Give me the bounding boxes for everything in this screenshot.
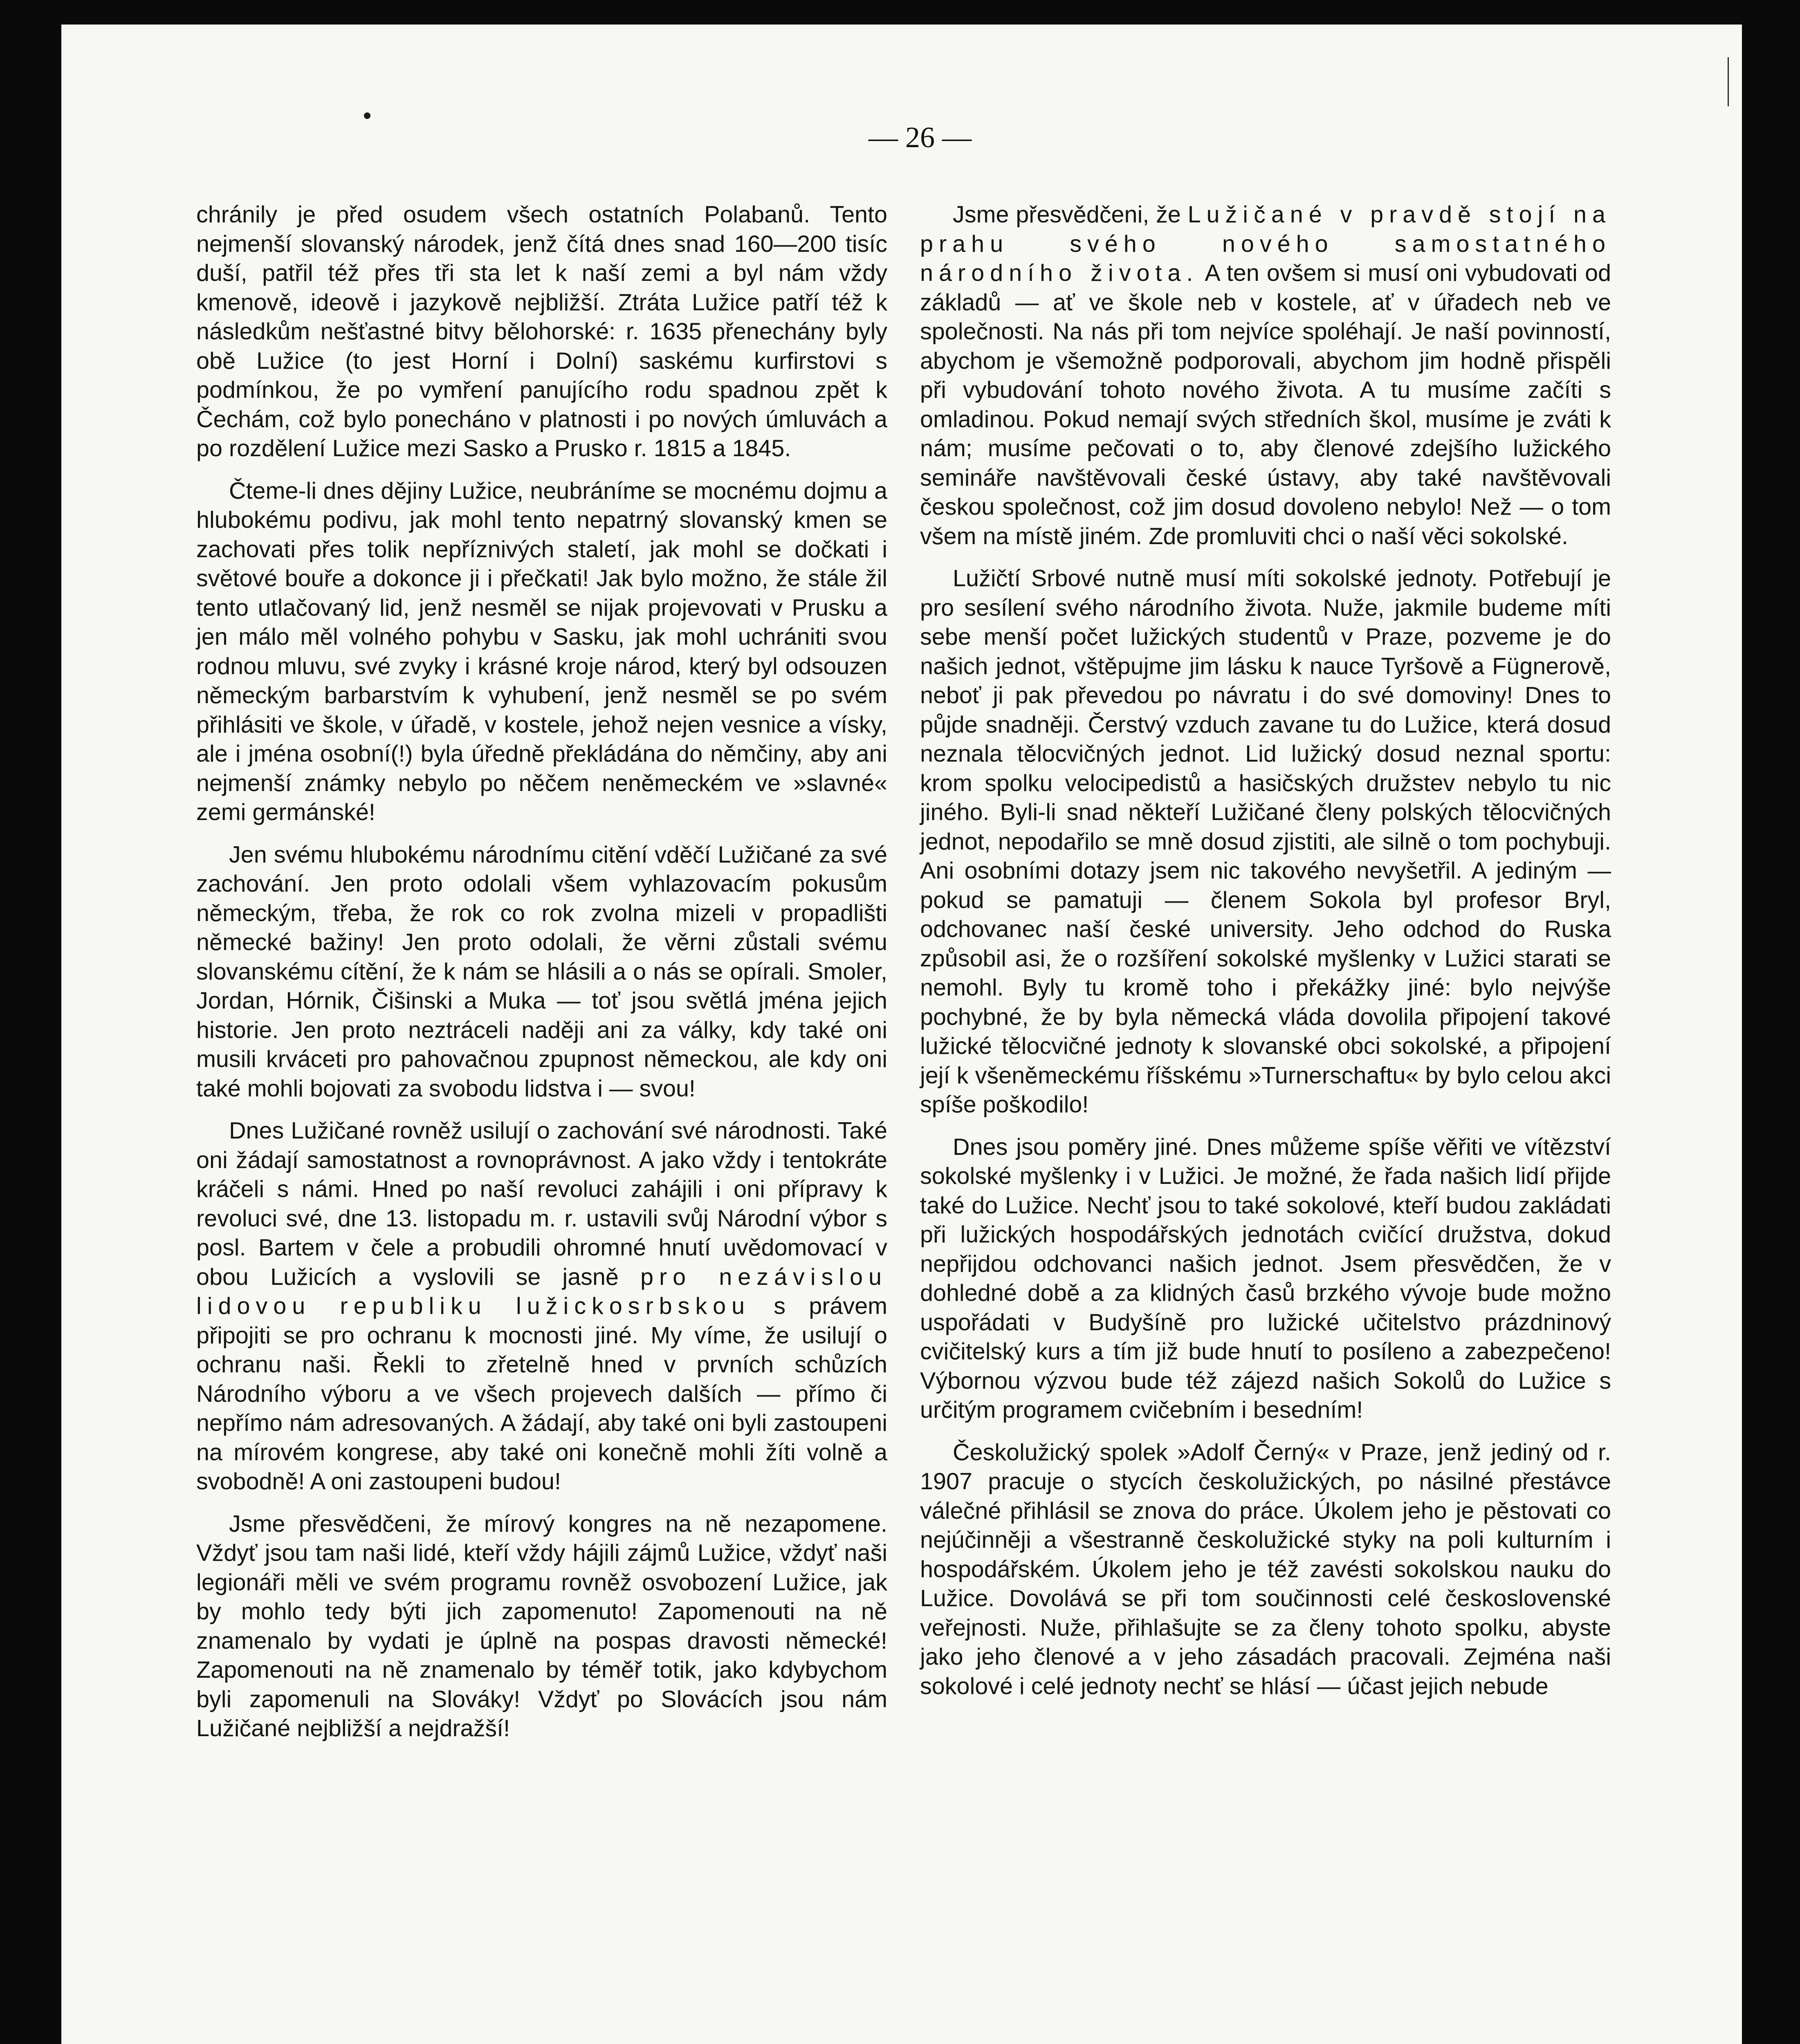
paragraph xyxy=(196,1116,887,1497)
document-page xyxy=(61,25,1742,2044)
right-column xyxy=(920,200,1611,1714)
paragraph: Dnes jsou poměry jiné. Dnes můžeme spíše věřiti ve vítězství sokolské myšlenky i v Lužici. Je možné, že řada našich lidí přijde také do Lužice. Nechť jsou to také sokolové, kteří budou zakládati při lužických hospodářských jednotách cvičící družstva, dokud nepřijdou odchovanci našich jednot. Jsem přesvědčen, že v dohledné době a za klidných časů brzkého vývoje bude možno uspořádati v Budyšíně pro lužické učitelstvo prázdninový cvičitelský kurs a tím již bude hnutí to posíleno a zabezpečeno! Výbornou výzvou bude též zájezd našich Sokolů do Lužice s určitým programem cvičebním i besedním! xyxy=(920,1134,1611,1423)
paragraph-text: Jsme přesvědčeni, že xyxy=(953,202,1188,228)
paragraph: Čteme-li dnes dějiny Lužice, neubráníme se mocnému dojmu a hlubokému podivu, jak mohl tento nepatrný slovanský kmen se zachovati přes tolik nepříznivých staletí, jak mohl se dočkati i světové bouře a dokonce ji i přečkati! Jak bylo možno, že stále žil tento utlačovaný lid, jenž nesměl se nijak projevovati v Prusku a jen málo měl volného pohybu v Sasku, jak mohl uchrániti svou rodnou mluvu, své zvyky i krásné kroje národ, který byl odsouzen německým barbarstvím k vyhubení, jenž nesměl se po svém přihlásiti ve škole, v úřadě, v kostele, jehož nejen vesnice a vísky, ale i jména osobní(!) byla úředně překládána do němčiny, aby ani nejmenší známky nebylo po něčem neněmeckém ve »slavné« zemi germánské! xyxy=(196,477,887,825)
paragraph: chránily je před osudem všech ostatních Polabanů. Tento nejmenší slovanský národek, jenž čítá dnes snad 160—200 tisíc duší, patřil též přes tři sta let k naší zemi a byl nám vždy kmenově, ideově i jazykově nejbližší. Ztráta Lužice patří též k následkům nešťastné bitvy bělohorské: r. 1635 přenechány byly obě Lužice (to jest Horní i Dolní) saskému kurfirstovi s podmínkou, že po vymření panujícího rodu spadnou zpět k Čechám, což bylo ponecháno v platnosti i po nových úmluvách a po rozdělení Lužice mezi Sasko a Prusko r. 1815 a 1845. xyxy=(196,202,887,462)
paragraph: Jsme přesvědčeni, že mírový kongres na ně nezapomene. Vždyť jsou tam naši lidé, kteří vždy hájili zájmů Lužice, vždyť naši legionáři měli ve svém programu rovněž osvobození Lužice, jak by mohlo tedy býti jich zapomenuto! Zapomenouti na ně znamenalo by vydati je úplně na pospas dravosti německé! Zapomenouti na ně znamenalo by téměř totik, jako kdybychom byli zapomenuli na Slováky! Vždyť po Slovácích jsou nám Lužičané nejbližší a nejdražší! xyxy=(196,1511,887,1741)
paragraph-text: s právem připojiti se pro ochranu k mocnosti jiné. My víme, že usilují o ochranu naši. Řekli to zřetelně hned v prvních schůzích Národního výboru a ve všech projevech dalších — přímo či nepřímo nám adresovaných. A žádají, aby také oni byli zastoupeni na mírovém kongrese, aby také oni konečně mohli žíti volně a svobodně! A oni zastoupeni budou! xyxy=(196,1293,887,1495)
ink-speck xyxy=(364,112,370,119)
emphasized-text: pro nezávislou lidovou republiku lužickosrbskou xyxy=(196,1264,888,1319)
paragraph xyxy=(920,200,1611,551)
paragraph: Českolužický spolek »Adolf Černý« v Praze, jenž jediný od r. 1907 pracuje o stycích českolužických, po násilné přestávce válečné přihlásil se znova do práce. Úkolem jeho je pěstovati co nejúčinněji a všestranně českolužické styky na poli kulturním i hospodářském. Úkolem jeho je též zavésti sokolskou nauku do Lužice. Dovolává se při tom součinnosti celé československé veřejnosti. Nuže, přihlašujte se za členy tohoto spolku, abyste jako jeho členové a v jeho zásadách pracovali. Zejména naši sokolové i celé jednoty nechť se hlásí — účast jejich nebude xyxy=(920,1439,1611,1699)
paragraph-text: Dnes Lužičané rovněž usilují o zachování své národnosti. Také oni žádají samostatnost a rovnoprávnost. A jako vždy i tentokráte kráčeli s námi. Hned po naší revoluci zahájili i oni přípravy k revoluci své, dne 13. listopadu m. r. ustavili svůj Národní výbor s posl. Bartem v čele a probudili ohromné hnutí uvědomovací v obou Lužicích a vyslovili se jasně xyxy=(196,1118,887,1290)
scan-edge-line xyxy=(1728,57,1729,106)
paragraph: Jen svému hlubokému národnímu citění vděčí Lužičané za své zachování. Jen proto odolali všem vyhlazovacím pokusům německým, třeba, že rok co rok zvolna mizeli v propadlišti německé bažiny! Jen proto odolali, že věrni zůstali svému slovanskému cítění, že k nám se hlásili a o nás se opírali. Smoler, Jordan, Hórnik, Čišinski a Muka — toť jsou světlá jména jejich historie. Jen proto neztráceli naději ani za války, kdy také oni musili krváceti pro pahovačnou zpupnost německou, ale kdy oni také mohli bojovati za svobodu lidstva i — svou! xyxy=(196,841,887,1102)
page-number: — 26 — xyxy=(869,121,972,154)
paragraph-text: A ten ovšem si musí oni vybudovati od základů — ať ve škole neb v kostele, ať v úřadech neb ve společnosti. Na nás při tom nejvíce spoléhají. Je naší povinností, abychom je všemožně podporovali, abychom jim hodně přispěli při vybudování tohoto nového života. A tu musíme začíti s omladinou. Pokud nemají svých středních škol, musíme je zváti k nám; musíme pečovati o to, aby členové zdejšího lužického semináře navštěvovali české ústavy, aby také navštěvovali českou společnost, což jim dosud dovoleno nebylo! Než — o tom všem na místě jiném. Zde promluviti chci o naší věci sokolské. xyxy=(920,260,1611,549)
paragraph: Lužičtí Srbové nutně musí míti sokolské jednoty. Potřebují je pro sesílení svého národního života. Nuže, jakmile budeme míti sebe menší počet lužických studentů v Praze, pozveme je do našich jednot, vštěpujme jim lásku k nauce Tyršově a Fügnerově, neboť ji pak převedou po návratu i do své domoviny! Dnes to půjde snadněji. Čerstvý vzduch zavane tu do Lužice, která dosud neznala tělocvičných jednot. Lid lužický dosud neznal sportu: krom spolku velocipedistů a hasičských družstev nebylo tu nic jiného. Byli-li snad někteří Lužičané členy polských tělocvičných jednot, nepodařilo se mně dosud zjistiti, ale silně o tom pochybuji. Ani osobními dotazy jsem nic takového nevyšetřil. A jediným — pokud se pamatuji — členem Sokola byl profesor Bryl, odchovanec naší české university. Jeho odchod do Ruska způsobil asi, že o rozšíření sokolské myšlenky v Lužici starati se nemohl. Byly tu kromě toho i překážky jiné: bylo nejvýše pochybné, že by byla německá vláda dovolila připojení takové lužické tělocvičné jednoty k slovanské obci sokolské, a připojení její k všeněmeckému říšskému »Turnerschaftu« by bylo celou akci spíše poškodilo! xyxy=(920,565,1611,1118)
emphasized-text: Lužičané v pravdě stojí na prahu svého nového samostatného národního života. xyxy=(920,202,1611,286)
left-column xyxy=(196,200,887,1757)
